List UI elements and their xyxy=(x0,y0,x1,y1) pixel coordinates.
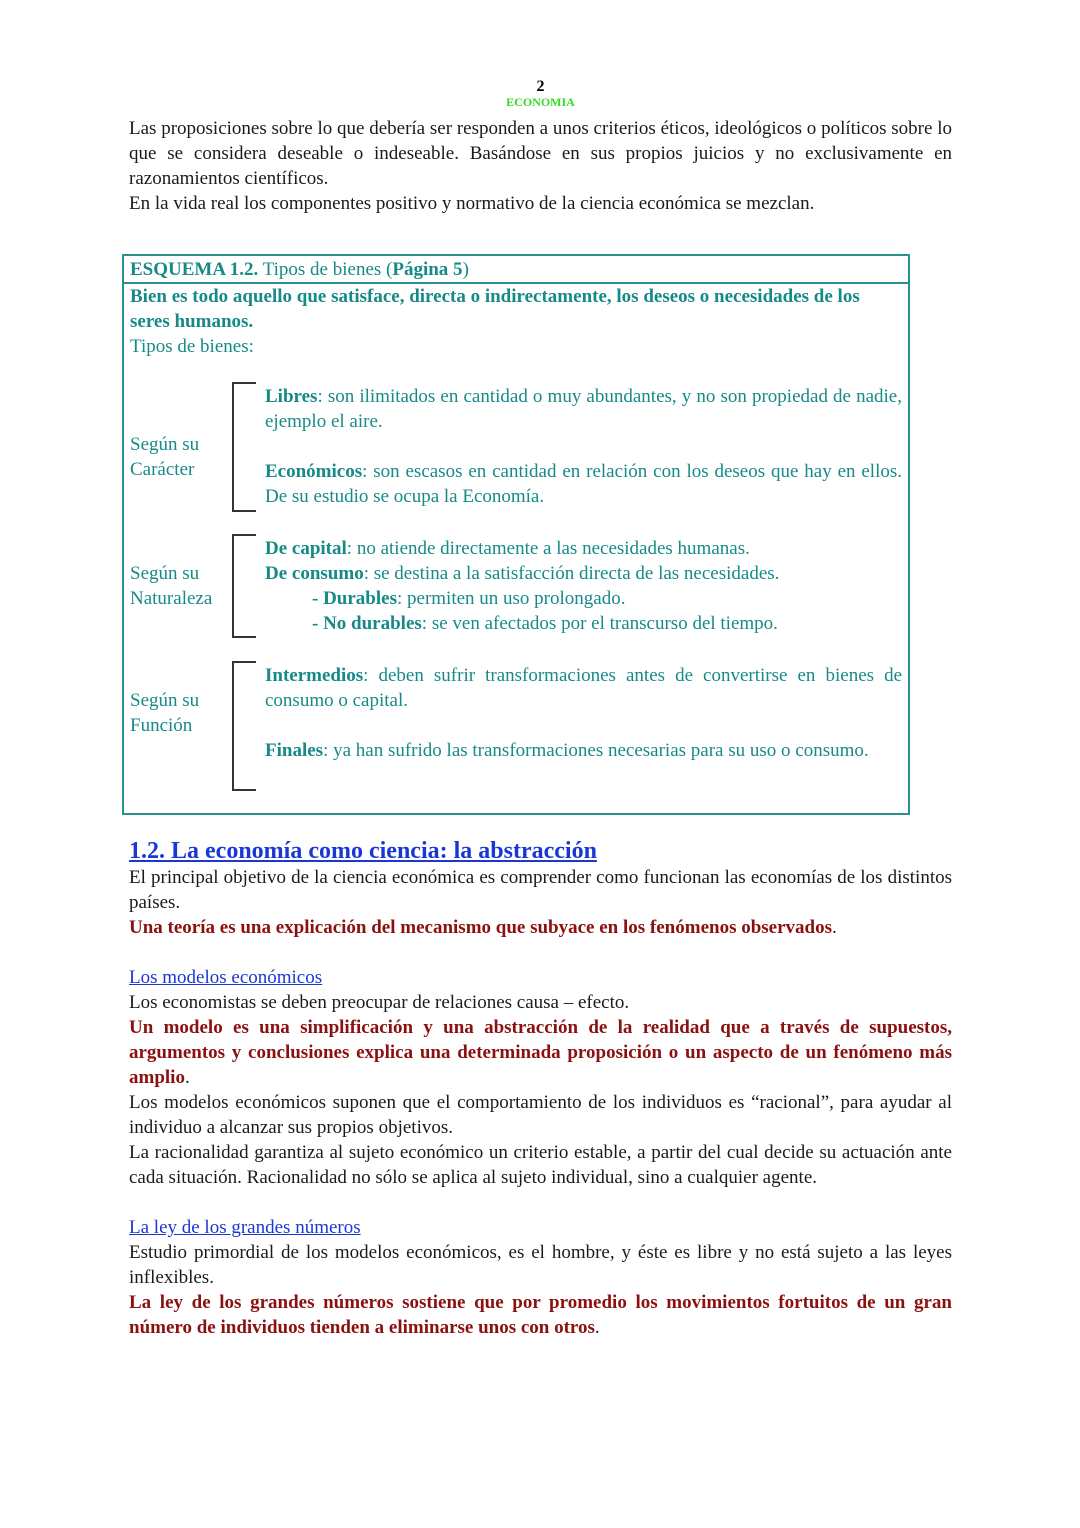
group-items xyxy=(265,536,902,636)
list-item: Finales: ya han sufrido las transformaciones necesarias para su uso o consumo. xyxy=(265,740,869,761)
scheme-types-label: Tipos de bienes: xyxy=(130,336,254,357)
header-subject: ECONOMIA xyxy=(506,94,575,109)
group-label: Según su Carácter xyxy=(130,434,200,480)
section-body xyxy=(129,865,952,1340)
document-page xyxy=(129,78,952,1338)
paragraph: El principal objetivo de la ciencia económica es comprender como funcionan las economías de los distintos países. xyxy=(129,867,952,913)
paragraph: La racionalidad garantiza al sujeto económico un criterio estable, a partir del cual decide su actuación ante cada situación. Racionalidad no sólo se aplica al sujeto individual, sino a cualquier agente. xyxy=(129,1142,952,1188)
page-number: 2 xyxy=(536,78,545,95)
paragraph: Los modelos económicos suponen que el comportamiento de los individuos es “racional”, para ayudar al individuo a alcanzar sus propios objetivos. xyxy=(129,1092,952,1138)
scheme-title: ESQUEMA 1.2. Tipos de bienes (Página 5) xyxy=(124,256,908,284)
list-item: Intermedios: deben sufrir transformaciones antes de convertirse en bienes de consumo o capital. xyxy=(265,665,902,711)
scheme-box xyxy=(122,254,910,815)
bracket xyxy=(232,661,256,791)
paragraph: Los economistas se deben preocupar de relaciones causa – efecto. xyxy=(129,992,630,1013)
bracket xyxy=(232,382,256,512)
intro-text xyxy=(129,116,952,216)
paragraph: Un modelo es una simplificación y una abstracción de la realidad que a través de supuestos, argumentos y conclusiones explica una determinada proposición o un aspecto de un fenómeno más amplio. xyxy=(129,1017,952,1088)
list-item: Económicos: son escasos en cantidad en relación con los deseos que hay en ellos. De su estudio se ocupa la Economía. xyxy=(265,461,902,507)
list-item: Libres: son ilimitados en cantidad o muy abundantes, y no son propiedad de nadie, ejemplo el aire. xyxy=(265,386,902,432)
page-header xyxy=(129,78,952,109)
paragraph: La ley de los grandes números sostiene que por promedio los movimientos fortuitos de un gran número de individuos tienden a eliminarse unos con otros. xyxy=(129,1292,952,1338)
list-item: De capital: no atiende directamente a las necesidades humanas. xyxy=(265,538,750,559)
paragraph: Estudio primordial de los modelos económicos, es el hombre, y éste es libre y no está sujeto a las leyes inflexibles. xyxy=(129,1242,952,1288)
law-heading[interactable]: La ley de los grandes números xyxy=(129,1217,361,1238)
paragraph: Una teoría es una explicación del mecanismo que subyace en los fenómenos observados. xyxy=(129,917,837,938)
group-items xyxy=(265,663,902,763)
section-title[interactable]: 1.2. La economía como ciencia: la abstracción xyxy=(129,838,597,864)
scheme-definition: Bien es todo aquello que satisface, directa o indirectamente, los deseos o necesidades de los seres humanos. xyxy=(130,286,860,332)
group-items xyxy=(265,384,902,509)
group-label: Según su Naturaleza xyxy=(130,563,213,609)
models-heading[interactable]: Los modelos económicos xyxy=(129,967,323,988)
group-label: Según su Función xyxy=(130,690,200,736)
list-item: - No durables: se ven afectados por el transcurso del tiempo. xyxy=(312,613,778,634)
bracket xyxy=(232,534,256,638)
list-item: - Durables: permiten un uso prolongado. xyxy=(312,588,626,609)
list-item: De consumo: se destina a la satisfacción directa de las necesidades. xyxy=(265,563,780,584)
intro-paragraph: En la vida real los componentes positivo y normativo de la ciencia económica se mezclan. xyxy=(129,192,815,214)
intro-paragraph: Las proposiciones sobre lo que debería ser responden a unos criterios éticos, ideológicos o políticos sobre lo que se considera deseable o indeseable. Basándose en sus propios juicios y no exclusivamente en razonamientos científicos. xyxy=(129,117,952,189)
